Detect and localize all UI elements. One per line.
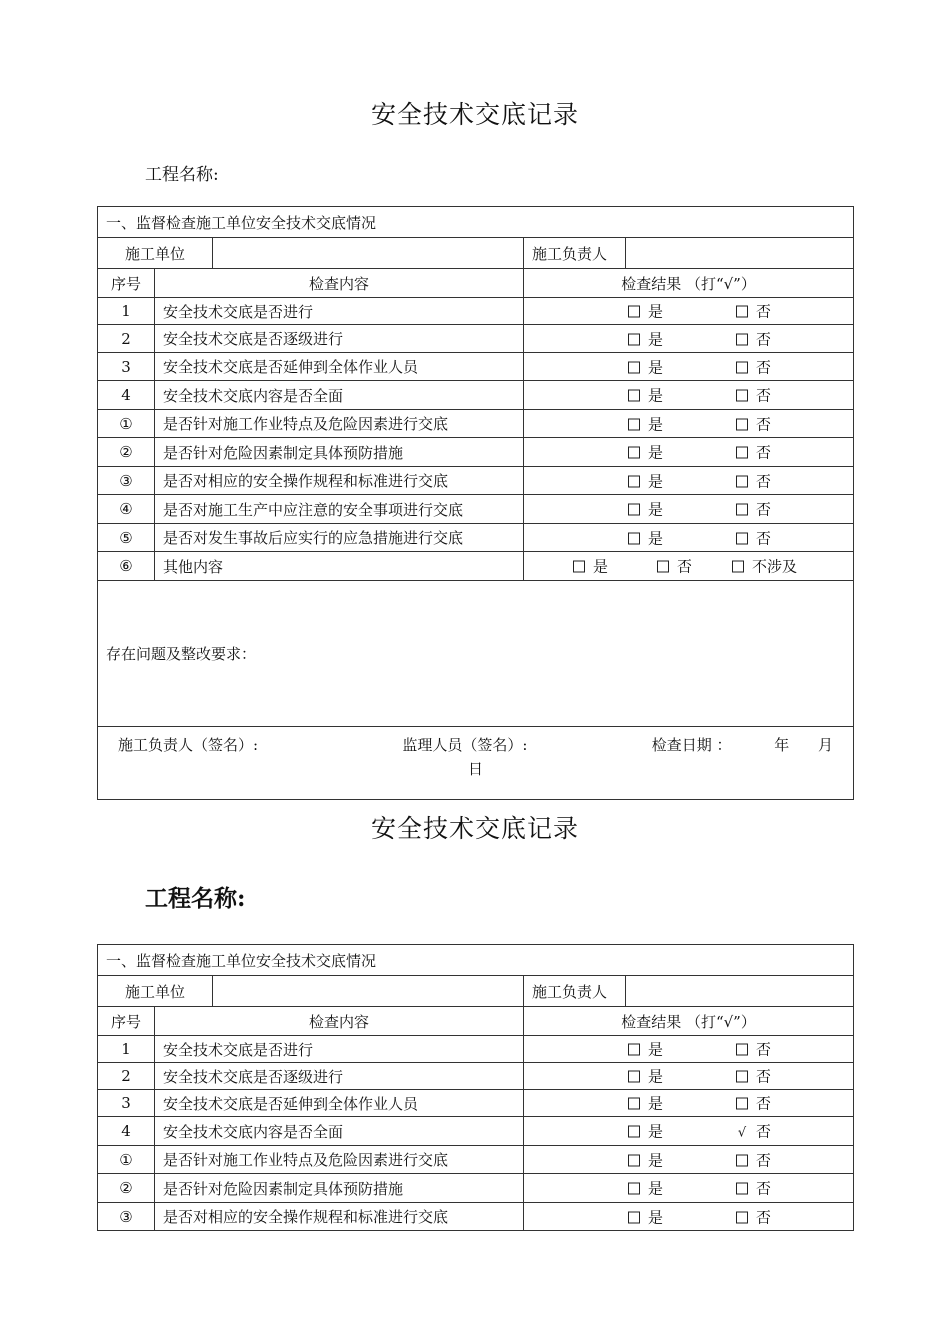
checkbox-icon: [736, 1098, 748, 1110]
not-applicable-option[interactable]: 不涉及: [732, 556, 797, 577]
table-row: [98, 1063, 854, 1090]
no-option[interactable]: 否: [736, 385, 771, 406]
project-name-label: 工程名称:: [145, 885, 246, 912]
checkbox-icon: [736, 1211, 748, 1223]
leader-label: 施工负责人: [524, 238, 626, 269]
checkbox-icon: [736, 1154, 748, 1166]
no-option[interactable]: 否: [736, 1178, 771, 1199]
document-title: 安全技术交底记录: [370, 814, 579, 843]
no-option[interactable]: 否: [736, 1066, 771, 1087]
leader-field[interactable]: [626, 976, 854, 1007]
checkbox-icon: [736, 1183, 748, 1195]
checkbox-icon: [736, 1044, 748, 1056]
row-content: 是否对相应的安全操作规程和标准进行交底: [155, 1203, 524, 1231]
problems-label: 存在问题及整改要求：: [106, 645, 257, 663]
checkbox-icon: [628, 390, 640, 402]
table-row: [98, 438, 854, 467]
checkbox-icon: [628, 361, 640, 373]
table-row: [98, 467, 854, 495]
checkbox-icon: [628, 532, 640, 544]
table-row: [98, 353, 854, 381]
table-row: [98, 1203, 854, 1231]
checkbox-icon: [628, 1071, 640, 1083]
month-label: 月: [818, 736, 834, 754]
section-header: 一、监督检查施工单位安全技术交底情况: [98, 207, 854, 238]
checkbox-icon: [628, 504, 640, 516]
row-number: ①: [98, 1146, 155, 1174]
row-content: 安全技术交底是否进行: [155, 1036, 524, 1063]
table-row: [98, 495, 854, 524]
unit-field[interactable]: [213, 238, 524, 269]
checkbox-icon: [736, 306, 748, 318]
row-number: ②: [98, 1174, 155, 1203]
yes-option[interactable]: 是: [628, 1178, 663, 1199]
checkbox-icon: [628, 306, 640, 318]
row-content: 是否对相应的安全操作规程和标准进行交底: [155, 467, 524, 495]
yes-option[interactable]: 是: [628, 470, 663, 491]
table-row: [98, 381, 854, 410]
checkbox-icon: [628, 1044, 640, 1056]
checkbox-icon: [732, 561, 744, 573]
row-content: 是否对发生事故后应实行的应急措施进行交底: [155, 524, 524, 552]
checkbox-icon: [628, 475, 640, 487]
row-number: ⑥: [98, 552, 155, 581]
supervisor-signature-label: 监理人员（签名）:: [402, 736, 528, 754]
table-row: [98, 1117, 854, 1146]
row-number: ④: [98, 495, 155, 524]
checkbox-icon: [628, 1183, 640, 1195]
project-name-label: 工程名称:: [145, 165, 219, 185]
no-option-checked[interactable]: √ 否: [737, 1122, 772, 1141]
row-content: 安全技术交底是否延伸到全体作业人员: [155, 353, 524, 381]
table-row: [98, 298, 854, 325]
checkbox-icon: [628, 1098, 640, 1110]
yes-option[interactable]: 是: [628, 1039, 663, 1060]
checkbox-icon: [628, 333, 640, 345]
no-option[interactable]: 否: [736, 1149, 771, 1170]
checkmark-icon: √: [737, 1125, 747, 1141]
no-option[interactable]: 否: [736, 356, 771, 377]
no-option[interactable]: 否: [736, 1093, 771, 1114]
yes-option[interactable]: 是: [628, 527, 663, 548]
row-number: 2: [98, 1063, 155, 1090]
row-number: ②: [98, 438, 155, 467]
no-option[interactable]: 否: [736, 470, 771, 491]
no-option[interactable]: 否: [736, 527, 771, 548]
leader-label: 施工负责人: [524, 976, 626, 1007]
checkbox-icon: [736, 447, 748, 459]
row-number: 4: [98, 1117, 155, 1146]
checkbox-icon: [736, 475, 748, 487]
yes-option[interactable]: 是: [628, 1149, 663, 1170]
row-number: 3: [98, 1090, 155, 1117]
row-number: ⑤: [98, 524, 155, 552]
column-header-no: 序号: [98, 1007, 155, 1036]
unit-field[interactable]: [213, 976, 524, 1007]
check-date-label: 检查日期 ：: [651, 736, 732, 754]
inspection-table: [97, 944, 854, 1231]
row-number: ①: [98, 410, 155, 438]
row-number: ③: [98, 467, 155, 495]
row-content: 安全技术交底是否逐级进行: [155, 325, 524, 353]
row-content: 安全技术交底是否逐级进行: [155, 1063, 524, 1090]
checkbox-icon: [736, 390, 748, 402]
year-label: 年: [774, 736, 790, 754]
yes-option[interactable]: 是: [628, 413, 663, 434]
row-content: 是否针对施工作业特点及危险因素进行交底: [155, 1146, 524, 1174]
yes-option[interactable]: 是: [628, 328, 663, 349]
column-header-no: 序号: [98, 269, 155, 298]
table-row: [98, 552, 854, 581]
checkbox-icon: [628, 1154, 640, 1166]
row-content: 安全技术交底是否进行: [155, 298, 524, 325]
column-header-content: 检查内容: [155, 1007, 524, 1036]
no-option[interactable]: 否: [736, 328, 771, 349]
table-row: [98, 1036, 854, 1063]
yes-option[interactable]: 是: [628, 301, 663, 322]
column-header-content: 检查内容: [155, 269, 524, 298]
unit-label: 施工单位: [98, 238, 213, 269]
checkbox-icon: [628, 418, 640, 430]
yes-option[interactable]: 是: [628, 385, 663, 406]
checkbox-icon: [628, 1211, 640, 1223]
row-number: 4: [98, 381, 155, 410]
yes-option[interactable]: 是: [628, 1206, 663, 1227]
no-option[interactable]: 否: [736, 1206, 771, 1227]
row-number: 1: [98, 1036, 155, 1063]
no-option[interactable]: 否: [736, 1039, 771, 1060]
checkbox-icon: [736, 333, 748, 345]
checkbox-icon: [736, 361, 748, 373]
yes-option[interactable]: 是: [628, 1093, 663, 1114]
inspection-table: [97, 206, 854, 800]
signature-area: [98, 727, 854, 800]
row-number: ③: [98, 1203, 155, 1231]
row-content: 是否对施工生产中应注意的安全事项进行交底: [155, 495, 524, 524]
row-number: 2: [98, 325, 155, 353]
leader-signature-label: 施工负责人（签名）:: [118, 736, 259, 754]
yes-option[interactable]: 是: [628, 356, 663, 377]
no-option[interactable]: 否: [736, 301, 771, 322]
unit-label: 施工单位: [98, 976, 213, 1007]
row-content: 安全技术交底内容是否全面: [155, 1117, 524, 1146]
checkbox-icon: [628, 447, 640, 459]
checkbox-icon: [573, 561, 585, 573]
leader-field[interactable]: [626, 238, 854, 269]
day-label: 日: [468, 760, 484, 778]
checkbox-icon: [736, 504, 748, 516]
section-header: 一、监督检查施工单位安全技术交底情况: [98, 945, 854, 976]
checkbox-icon: [736, 418, 748, 430]
row-content: 安全技术交底是否延伸到全体作业人员: [155, 1090, 524, 1117]
problems-area[interactable]: [98, 581, 854, 727]
table-row: [98, 1146, 854, 1174]
document-title: 安全技术交底记录: [370, 100, 579, 129]
row-content: 是否针对危险因素制定具体预防措施: [155, 438, 524, 467]
yes-option[interactable]: 是: [628, 499, 663, 520]
table-row: [98, 1174, 854, 1203]
yes-option[interactable]: 是: [628, 442, 663, 463]
table-row: [98, 410, 854, 438]
checkbox-icon: [657, 561, 669, 573]
row-number: 1: [98, 298, 155, 325]
checkbox-icon: [628, 1126, 640, 1138]
yes-option[interactable]: 是: [628, 1066, 663, 1087]
no-option[interactable]: 否: [736, 499, 771, 520]
row-content: 安全技术交底内容是否全面: [155, 381, 524, 410]
checkbox-icon: [736, 532, 748, 544]
column-header-result: 检查结果 （打“√”）: [524, 1007, 854, 1036]
table-row: [98, 524, 854, 552]
checkbox-icon: [736, 1071, 748, 1083]
row-content: 是否针对施工作业特点及危险因素进行交底: [155, 410, 524, 438]
yes-option[interactable]: 是: [573, 556, 608, 577]
row-content: 是否针对危险因素制定具体预防措施: [155, 1174, 524, 1203]
row-number: 3: [98, 353, 155, 381]
row-content: 其他内容: [155, 552, 524, 581]
yes-option[interactable]: 是: [628, 1121, 663, 1142]
no-option[interactable]: 否: [736, 413, 771, 434]
table-row: [98, 325, 854, 353]
no-option[interactable]: 否: [657, 556, 692, 577]
table-row: [98, 1090, 854, 1117]
column-header-result: 检查结果 （打“√”）: [524, 269, 854, 298]
no-option[interactable]: 否: [736, 442, 771, 463]
